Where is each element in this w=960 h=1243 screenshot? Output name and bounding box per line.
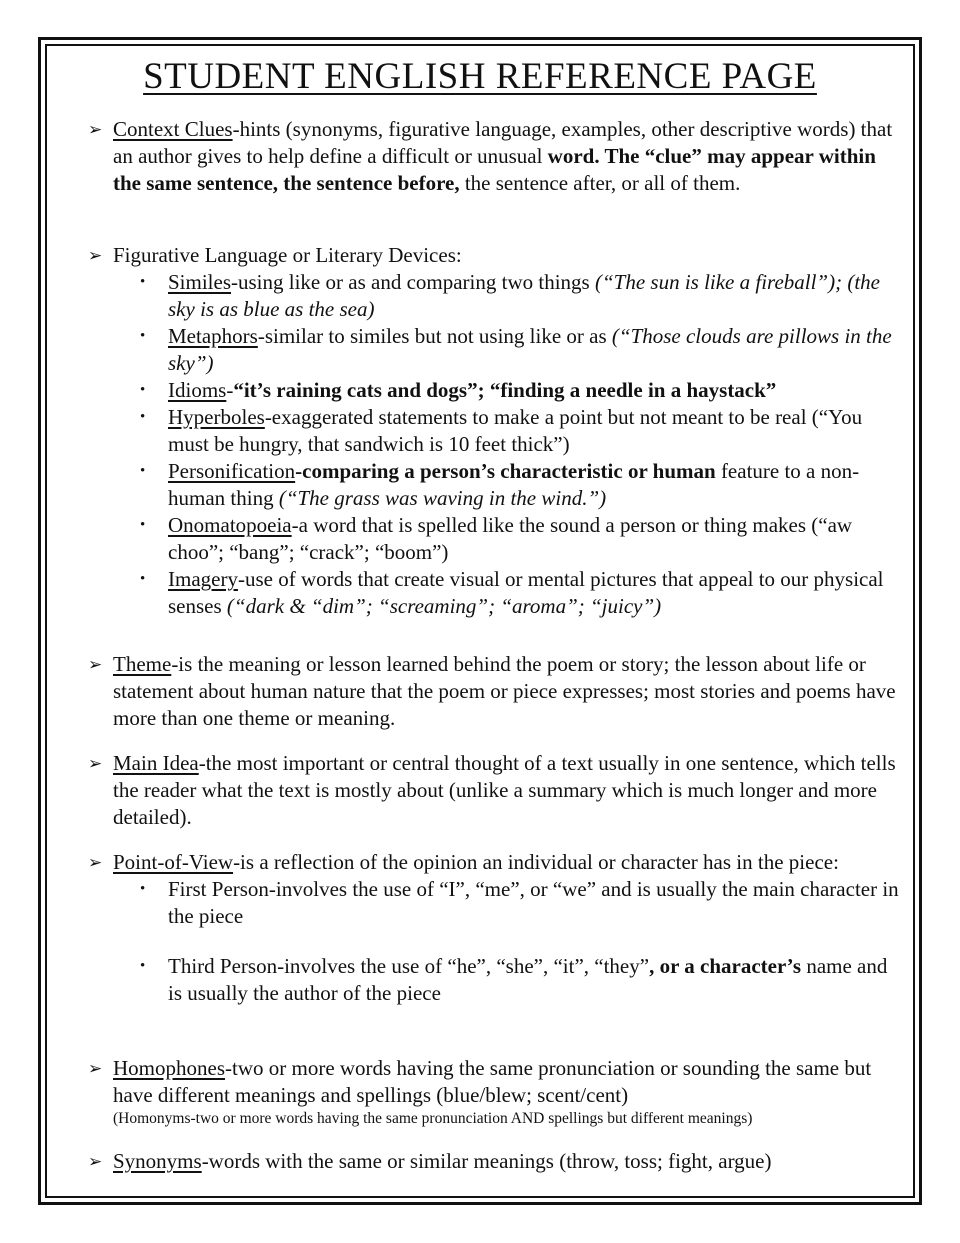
arrow-bullet-icon: ➢: [88, 1059, 103, 1078]
example-similes: (“The sun is like a fireball”); (the sky is as blue as the sea): [168, 270, 880, 321]
note-homonyms: (Homonyms-two or more words having the same pronunciation AND spellings but different meanings): [113, 1110, 753, 1127]
definition-onomatopoeia: -a word that is spelled like the sound a person or thing makes (“aw choo”; “bang”; “crack”; “boom”): [168, 513, 853, 564]
arrow-bullet-icon: ➢: [88, 120, 103, 139]
example-idioms: “it’s raining cats and dogs”; “finding a needle in a haystack”: [233, 378, 777, 402]
term-metaphors: Metaphors: [168, 324, 258, 348]
definition-personification-bold: -comparing a person’s characteristic or human: [295, 459, 716, 483]
definition-point-of-view: -is a reflection of the opinion an individual or character has in the piece:: [233, 850, 839, 874]
term-personification: Personification: [168, 459, 296, 483]
dot-bullet-icon: •: [140, 881, 146, 897]
definition-idioms: -: [226, 378, 234, 402]
definition-metaphors: -similar to similes but not using like or as: [257, 324, 612, 348]
sub-item-third-person: [140, 953, 903, 1007]
example-personification: (“The grass was waving in the wind.”): [278, 486, 607, 510]
dot-bullet-icon: •: [140, 274, 146, 290]
arrow-bullet-icon: ➢: [88, 655, 103, 674]
dot-bullet-icon: •: [140, 463, 146, 479]
term-idioms: Idioms: [168, 378, 227, 402]
arrow-bullet-icon: ➢: [88, 754, 103, 773]
heading-figurative-language: Figurative Language or Literary Devices:: [113, 243, 462, 267]
term-context-clues: Context Clues: [113, 117, 233, 141]
term-onomatopoeia: Onomatopoeia: [168, 513, 292, 537]
sub-item-personification: [140, 458, 903, 512]
entry-point-of-view: [88, 849, 903, 1007]
dot-bullet-icon: •: [140, 328, 146, 344]
entry-homophones: [88, 1055, 903, 1129]
dot-bullet-icon: •: [140, 382, 146, 398]
definition-theme: -is the meaning or lesson learned behind the poem or story; the lesson about life or statement about human nature that the poem or piece expresses; most stories and poems have more than one theme or meaning.: [113, 652, 896, 730]
example-metaphors: (“Those clouds are pillows in the sky”): [168, 324, 892, 375]
term-synonyms: Synonyms: [113, 1149, 202, 1173]
arrow-bullet-icon: ➢: [88, 1152, 103, 1171]
term-hyperboles: Hyperboles: [168, 405, 265, 429]
definition-imagery: -use of words that create visual or mental pictures that appeal to our physical senses: [168, 567, 884, 618]
entry-synonyms: [88, 1148, 903, 1175]
entry-context-clues: [88, 116, 903, 197]
definition-context-clues-bold: word. The “clue” may appear within the same sentence, the sentence before,: [113, 144, 876, 195]
definition-third-person: Third Person-involves the use of “he”, “she”, “it”, “they”: [168, 954, 650, 978]
entry-figurative-language: [88, 242, 903, 620]
sub-item-metaphors: [140, 323, 903, 377]
dot-bullet-icon: •: [140, 958, 146, 974]
sub-item-onomatopoeia: [140, 512, 903, 566]
entry-theme: [88, 651, 903, 732]
sub-item-similes: [140, 269, 903, 323]
definition-similes: -using like or as and comparing two things: [231, 270, 595, 294]
dot-bullet-icon: •: [140, 517, 146, 533]
dot-bullet-icon: •: [140, 409, 146, 425]
term-point-of-view: Point-of-View: [113, 850, 234, 874]
dot-bullet-icon: •: [140, 571, 146, 587]
page-border-inner: [45, 44, 915, 1198]
term-similes: Similes: [168, 270, 232, 294]
sub-item-idioms: [140, 377, 903, 404]
term-imagery: Imagery: [168, 567, 238, 591]
arrow-bullet-icon: ➢: [88, 246, 103, 265]
definition-first-person: First Person-involves the use of “I”, “me”, or “we” and is usually the main character in the piece: [168, 877, 899, 928]
definition-context-clues-end: the sentence after, or all of them.: [459, 171, 741, 195]
definition-personification: feature to a non-human thing: [168, 459, 860, 510]
sub-item-hyperboles: [140, 404, 903, 458]
page-title: STUDENT ENGLISH REFERENCE PAGE: [143, 56, 817, 97]
definition-third-person-end: name and is usually the author of the piece: [168, 954, 888, 1005]
definition-homophones: -two or more words having the same pronunciation or sounding the same but have different meanings and spellings (blue/blew; scent/cent): [113, 1056, 872, 1107]
entry-main-idea: [88, 750, 903, 831]
definition-context-clues: -hints (synonyms, figurative language, examples, other descriptive words) that an author gives to help define a difficult or unusual: [113, 117, 893, 168]
arrow-bullet-icon: ➢: [88, 853, 103, 872]
example-imagery: (“dark & “dim”; “screaming”; “aroma”; “juicy”): [226, 594, 662, 618]
definition-main-idea: -the most important or central thought of a text usually in one sentence, which tells the reader what the text is mostly about (unlike a summary which is much longer and more detailed).: [113, 751, 896, 829]
definition-hyperboles: -exaggerated statements to make a point but not meant to be real (“You must be hungry, that sandwich is 10 feet thick”): [168, 405, 863, 456]
term-main-idea: Main Idea: [113, 751, 199, 775]
term-theme: Theme: [113, 652, 172, 676]
sub-item-imagery: [140, 566, 903, 620]
term-homophones: Homophones: [113, 1056, 225, 1080]
definition-third-person-bold: , or a character’s: [649, 954, 802, 978]
definition-synonyms: -words with the same or similar meanings (throw, toss; fight, argue): [201, 1149, 772, 1173]
sub-item-first-person: [140, 876, 903, 930]
